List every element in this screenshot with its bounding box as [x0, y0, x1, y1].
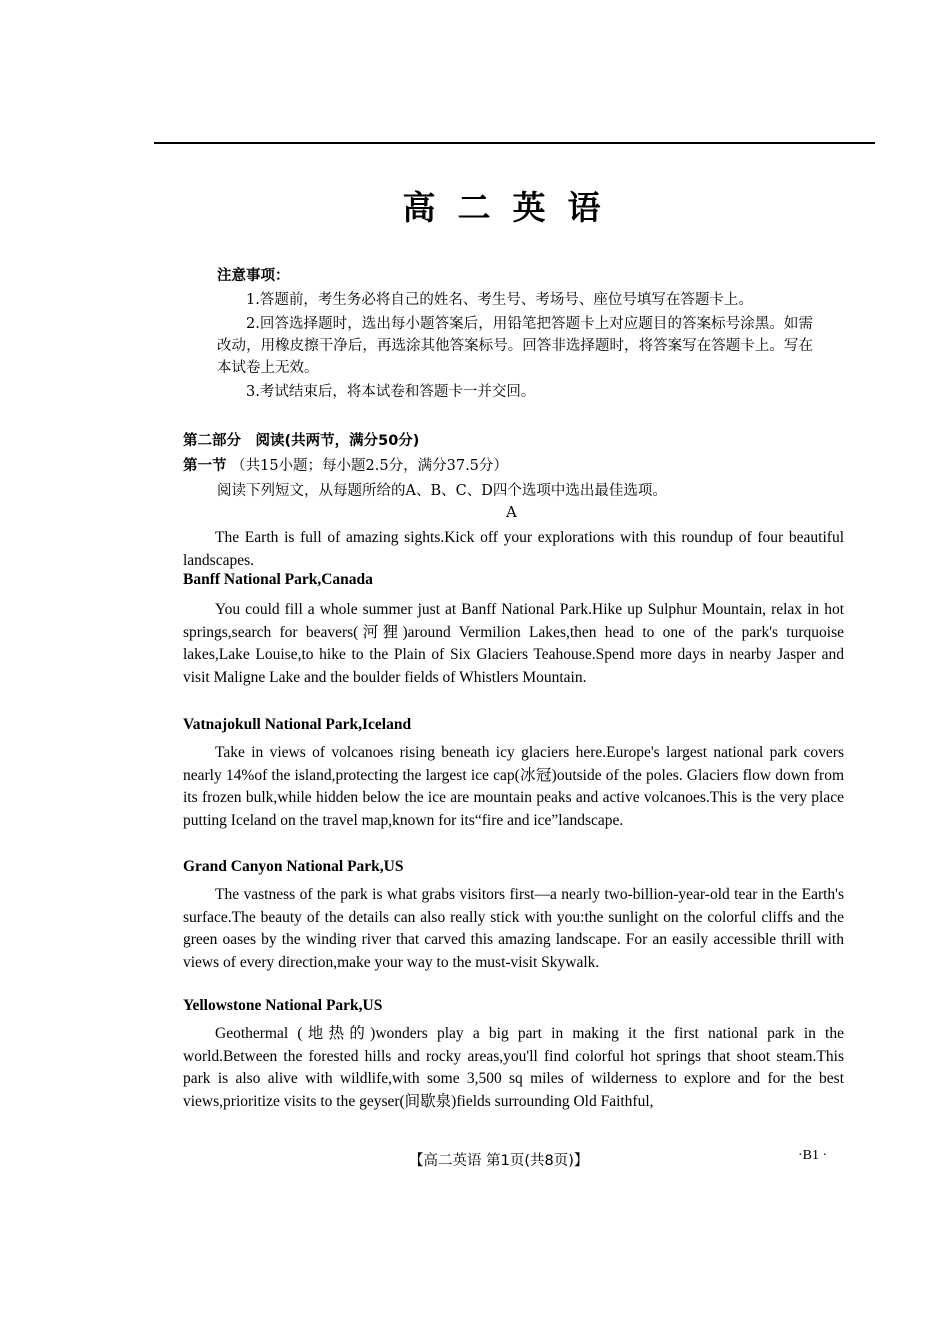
park-heading-vatnajokull: Vatnajokull National Park,Iceland	[183, 716, 412, 733]
park-text-grand-canyon: The vastness of the park is what grabs visitors first—a nearly two-billion-year-old tear in the Earth's surface.The beauty of the details can also really stick with you:the sunlight on the colorful cliffs and the green oases by the winding river that carved this amazing landscape. For an easily accessible thrill with views of every direction,make your way to the must-visit Skywalk.	[183, 886, 844, 971]
notice-item-3: 3.考试结束后，将本试卷和答题卡一并交回。	[246, 384, 536, 400]
instruction: 阅读下列短文，从每题所给的A、B、C、D四个选项中选出最佳选项。	[217, 483, 667, 499]
part-title: 第二部分 阅读(共两节，满分50分)	[183, 433, 420, 449]
passage-intro: The Earth is full of amazing sights.Kick off your explorations with this roundup of four beautiful landscapes.	[183, 529, 844, 569]
notice-item-2: 2.回答选择题时，选出每小题答案后，用铅笔把答题卡上对应题目的答案标号涂黑。如需改动，用橡皮擦干净后，再选涂其他答案标号。回答非选择题时，将答案写在答题卡上。写在本试卷上无效。	[217, 316, 813, 376]
park-heading-banff: Banff National Park,Canada	[183, 571, 373, 588]
subsection-heading	[183, 454, 508, 475]
page-code: ·B1 ·	[798, 1148, 828, 1163]
subsection-info: （共15小题；每小题2.5分，满分37.5分）	[231, 458, 508, 474]
notice-heading: 注意事项：	[217, 268, 290, 284]
park-text-yellowstone: Geothermal (地热的)wonders play a big part in making it the first national park in the world.Between the forested hills and rocky areas,you'll find colorful hot springs that shoot steam.This park is also alive with wildlife,with some 3,500 sq miles of wilderness to explore and for the best views,prioritize visits to the geyser(间歇泉)fields surrounding Old Faithful,	[183, 1025, 844, 1110]
notice-item-1: 1.答题前，考生务必将自己的姓名、考生号、考场号、座位号填写在答题卡上。	[246, 292, 753, 308]
header-rule	[154, 142, 875, 144]
park-heading-yellowstone: Yellowstone National Park,US	[183, 997, 383, 1014]
subsection-label: 第一节	[183, 458, 227, 474]
page-footer: 【高二英语 第1页(共8页)】	[409, 1153, 589, 1169]
passage-letter: A	[506, 503, 517, 521]
park-text-banff: You could fill a whole summer just at Banff National Park.Hike up Sulphur Mountain, relax in hot springs,search for beavers(河狸)around Vermilion Lakes,then head to one of the park's turquoise lakes,Lake Louise,to hike to the Plain of Six Glaciers Teahouse.Spend more days in nearby Jasper and visit Maligne Lake and the boulder fields of Whistlers Mountain.	[183, 601, 844, 686]
page-title: 高二英语	[402, 188, 623, 227]
park-text-vatnajokull: Take in views of volcanoes rising beneath icy glaciers here.Europe's largest national park covers nearly 14%of the island,protecting the largest ice cap(冰冠)outside of the poles. Glaciers flow down from its frozen bulk,while hidden below the ice are mountain peaks and active volcanoes.This is the very place putting Iceland on the travel map,known for its“fire and ice”landscape.	[183, 744, 844, 829]
park-heading-grand-canyon: Grand Canyon National Park,US	[183, 858, 404, 875]
